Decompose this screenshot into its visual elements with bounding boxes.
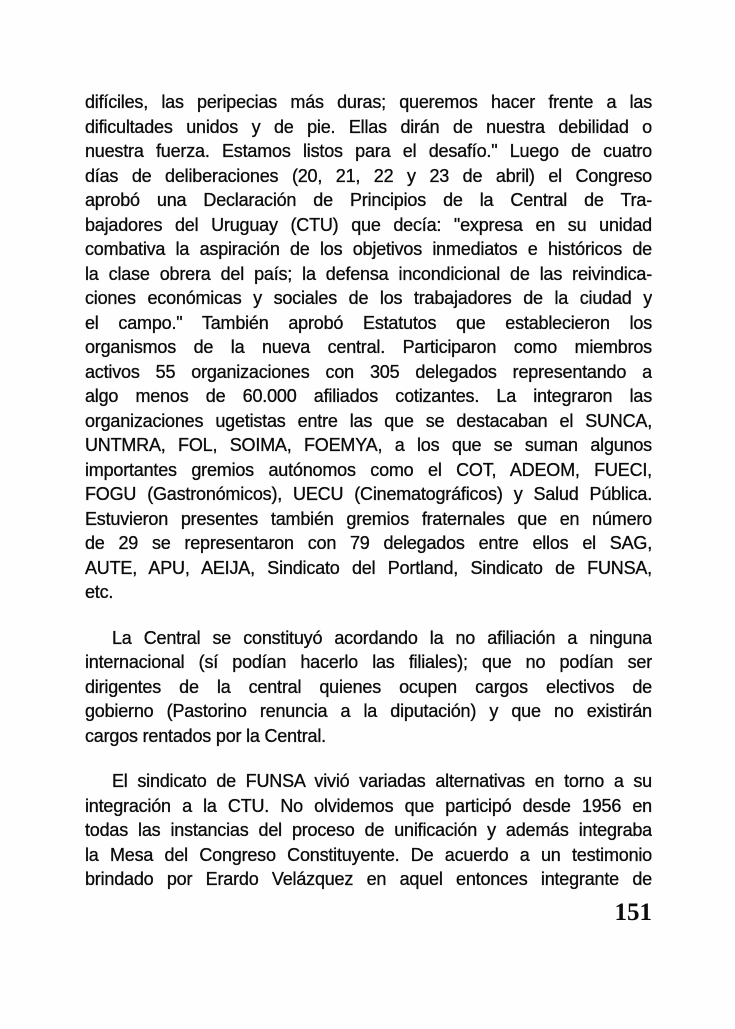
paragraph	[85, 626, 652, 749]
text-line: días de deliberaciones (20, 21, 22 y 23 de abril) el Congreso	[85, 165, 652, 186]
text-line: combativa la aspiración de los objetivos inmediatos e históricos de	[85, 239, 652, 259]
text-line: UNTMRA, FOL, SOIMA, FOEMYA, a los que se suman algunos	[85, 435, 652, 455]
text-line: brindado por Erardo Velázquez en aquel entonces integrante de	[85, 869, 652, 889]
text-line: bajadores del Uruguay (CTU) que decía: "expresa en su unidad	[85, 214, 652, 235]
text-line: organizaciones ugetistas entre las que se destacaban el SUNCA,	[85, 410, 652, 431]
text-line: difíciles, las peripecias más duras; queremos hacer frente a las	[85, 92, 652, 112]
text-line: Estuvieron presentes también gremios fraternales que en número	[85, 508, 652, 529]
text-line: importantes gremios autónomos como el COT, ADEOM, FUECI,	[85, 459, 652, 480]
text-line: dirigentes de la central quienes ocupen cargos electivos de	[85, 676, 652, 697]
text-line: todas las instancias del proceso de unificación y además integraba	[85, 820, 652, 840]
text-line: FOGU (Gastronómicos), UECU (Cinematográficos) y Salud Pública.	[85, 484, 652, 504]
text-line: la Mesa del Congreso Constituyente. De acuerdo a un testimonio	[85, 844, 652, 865]
text-line: La Central se constituyó acordando la no afiliación a ninguna	[112, 627, 652, 648]
text-line: el campo." También aprobó Estatutos que establecieron los	[85, 312, 652, 333]
text-line: internacional (sí podían hacerlo las filiales); que no podían ser	[85, 652, 652, 672]
text-line: AUTE, APU, AEIJA, Sindicato del Portland, Sindicato de FUNSA,	[85, 557, 652, 578]
text-line: la clase obrera del país; la defensa incondicional de las reivindica-	[85, 263, 652, 284]
text-line: integración a la CTU. No olvidemos que participó desde 1956 en	[85, 795, 652, 816]
page-text	[85, 90, 652, 892]
text-line: nuestra fuerza. Estamos listos para el desafío." Luego de cuatro	[85, 141, 652, 161]
text-line: de 29 se representaron con 79 delegados entre ellos el SAG,	[85, 533, 652, 553]
text-line: cargos rentados por la Central.	[85, 725, 326, 746]
text-line: El sindicato de FUNSA vivió variadas alternativas en torno a su	[112, 771, 652, 791]
page-number: 151	[614, 899, 652, 926]
text-line: ciones económicas y sociales de los trabajadores de la ciudad y	[85, 288, 652, 308]
paragraph	[85, 769, 652, 892]
text-line: algo menos de 60.000 afiliados cotizantes. La integraron las	[85, 386, 652, 406]
text-line: etc.	[85, 582, 114, 602]
text-line: dificultades unidos y de pie. Ellas dirán de nuestra debilidad o	[85, 116, 652, 137]
paragraph	[85, 90, 652, 605]
text-line: activos 55 organizaciones con 305 delegados representando a	[85, 361, 652, 382]
text-line: gobierno (Pastorino renuncia a la diputación) y que no existirán	[85, 701, 652, 721]
text-line: organismos de la nueva central. Participaron como miembros	[85, 337, 652, 357]
text-line: aprobó una Declaración de Principios de la Central de Tra-	[85, 190, 652, 210]
